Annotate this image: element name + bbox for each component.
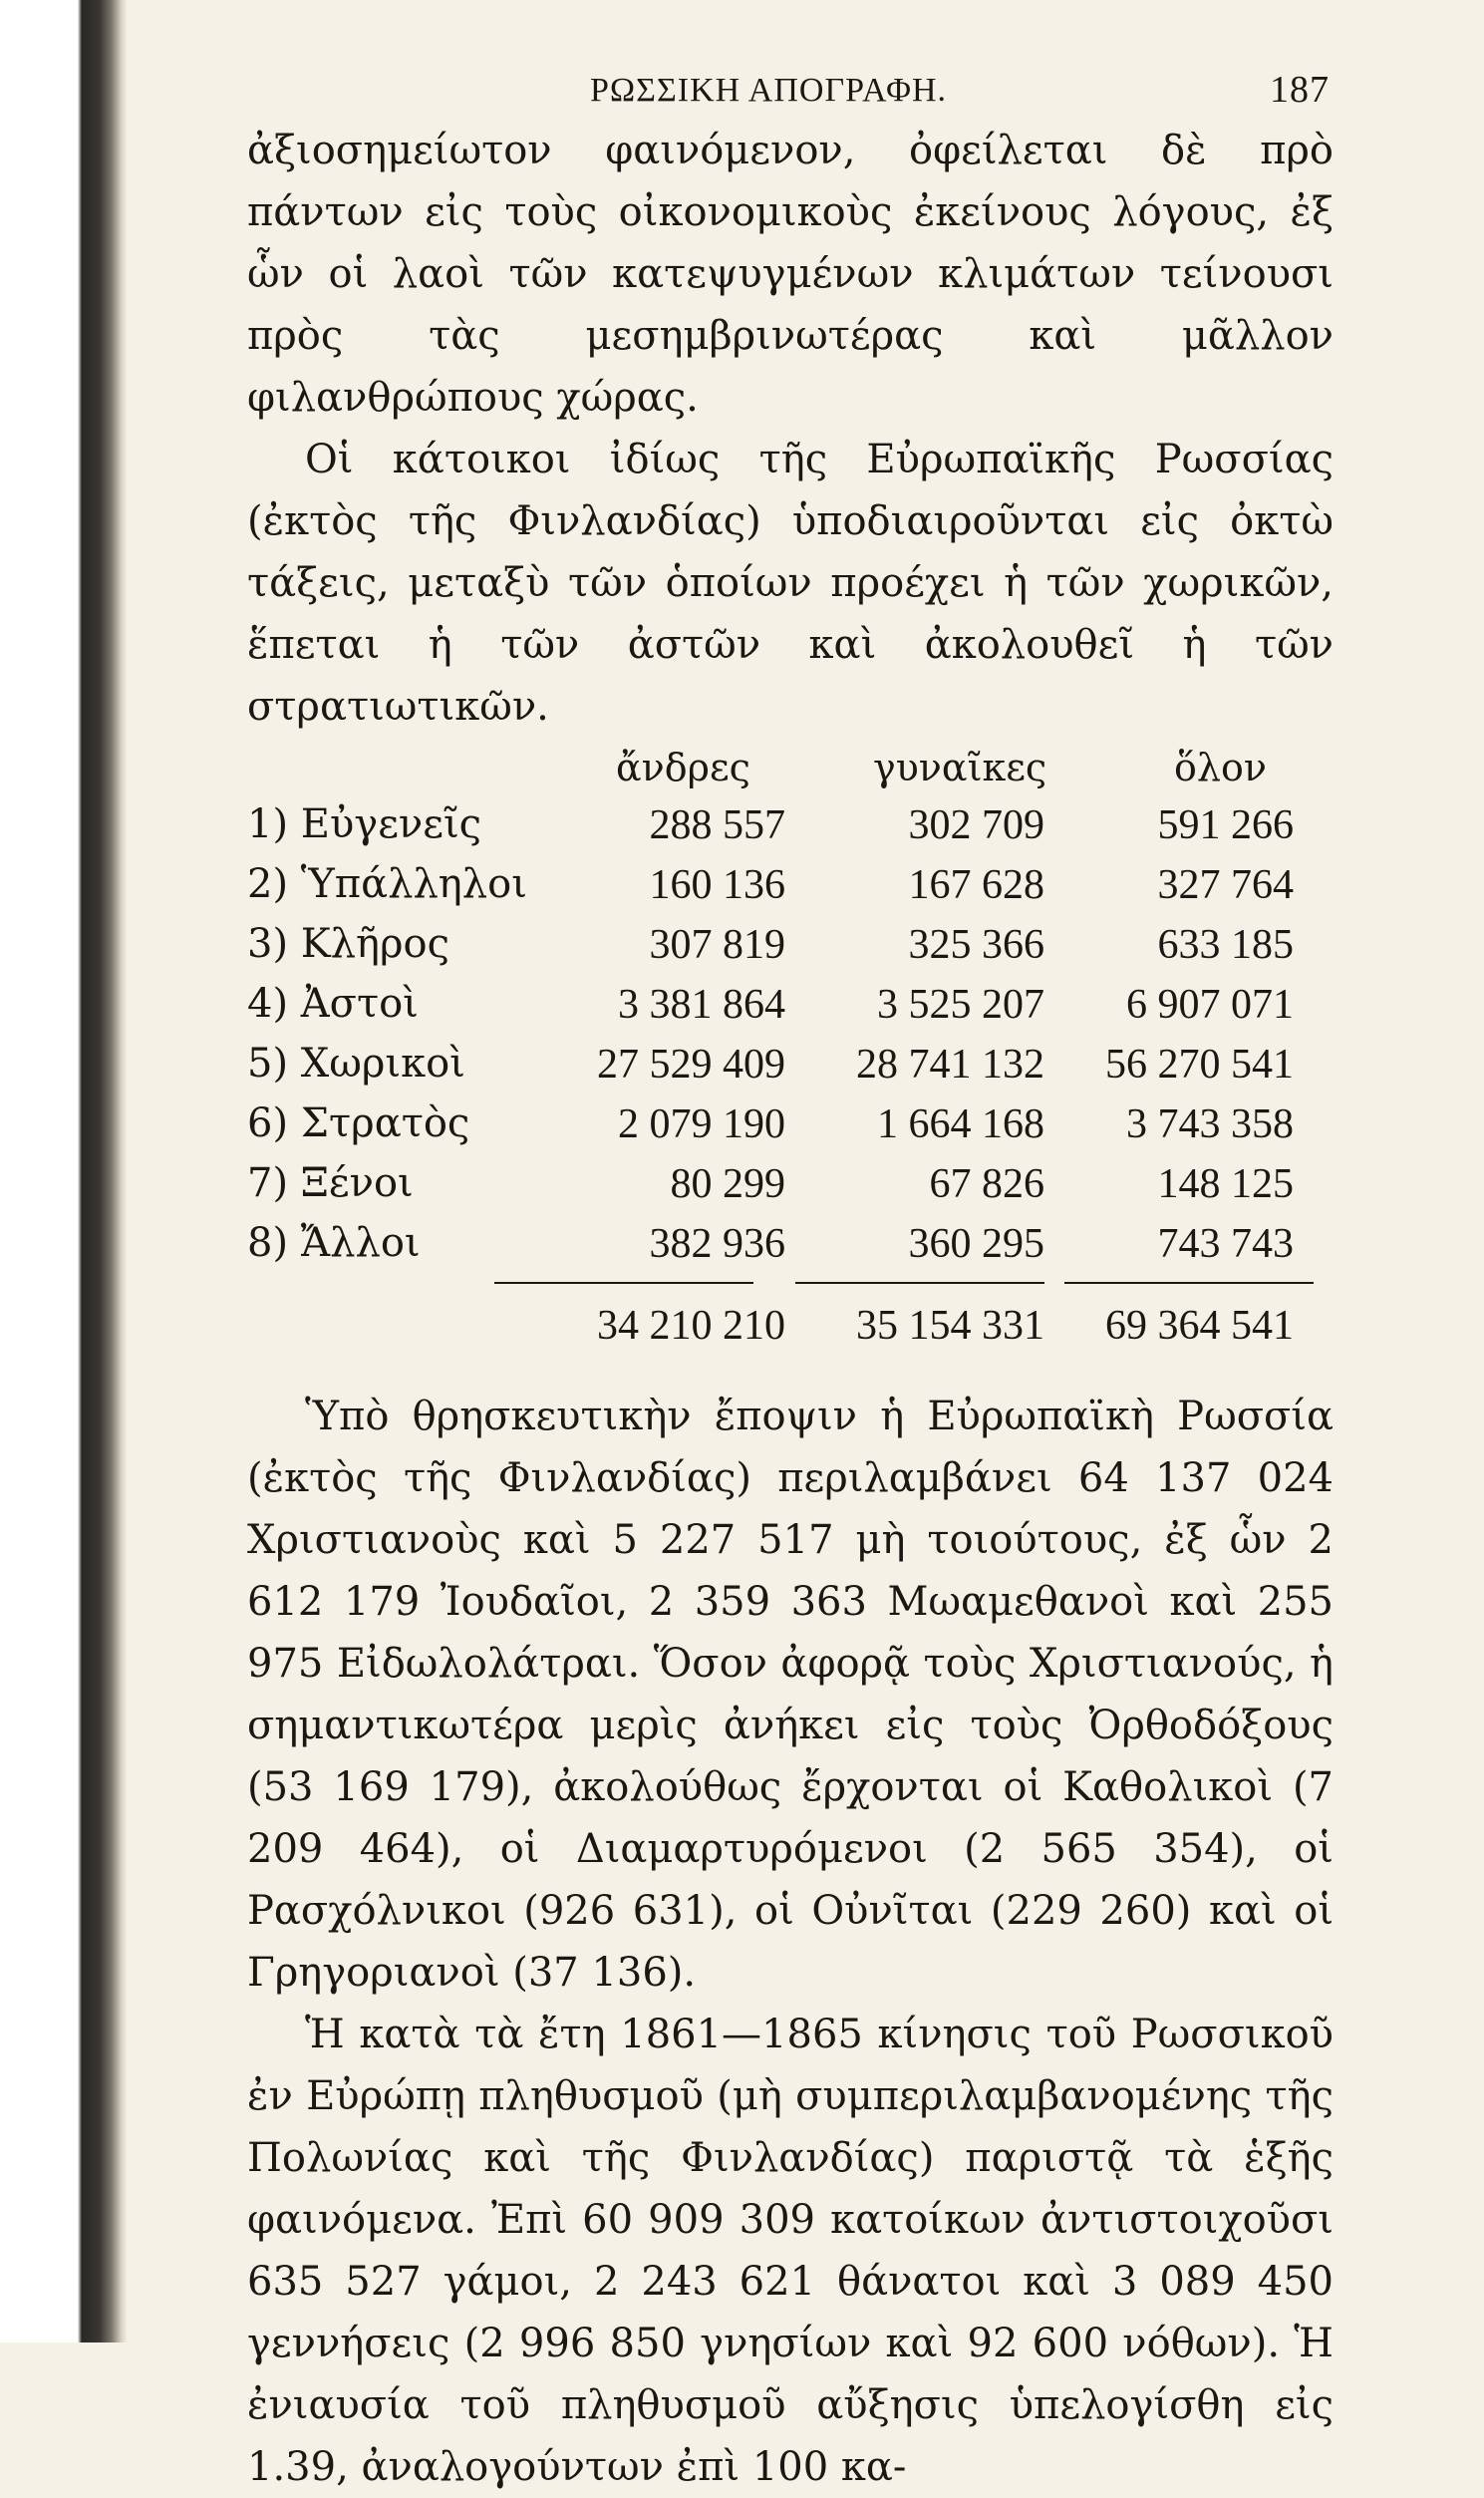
totals-row: [247, 1294, 1334, 1366]
cell-women: 67 826: [929, 1161, 1044, 1207]
cell-men: 160 136: [649, 862, 785, 908]
sum-rule-men: [494, 1282, 753, 1284]
cell-men: 3 381 864: [618, 982, 785, 1028]
paragraph-classes-intro: Οἱ κάτοικοι ἰδίως τῆς Εὐρωπαϊκῆς Ρωσσίας (ἐκτὸς τῆς Φινλανδίας) ὑποδιαιροῦνται εἰς ὀκτὼ τάξεις, μεταξὺ τῶν ὁποίων προέχει ἡ τῶν χωρικῶν, ἕπεται ἡ τῶν ἀστῶν καὶ ἀκολουθεῖ ἡ τῶν στρατιωτικῶν.: [247, 437, 1334, 730]
cell-women: 360 295: [908, 1221, 1044, 1267]
table-row: [247, 797, 1334, 857]
cell-total: 148 125: [1157, 1161, 1294, 1207]
cell-men: 382 936: [649, 1221, 785, 1267]
paragraph-movement: Ἡ κατὰ τὰ ἔτη 1861—1865 κίνησις τοῦ Ρωσσικοῦ ἐν Εὐρώπῃ πληθυσμοῦ (μὴ συμπεριλαμβανομένης τῆς Πολωνίας καὶ τῆς Φινλανδίας) παριστᾷ τὰ ἑξῆς φαινόμενα. Ἐπὶ 60 909 309 κατοίκων ἀντιστοιχοῦσι 635 527 γάμοι, 2 243 621 θάνατοι καὶ 3 089 450 γεννήσεις (2 996 850 γνησίων καὶ 92 600 νόθων). Ἡ ἐνιαυσία τοῦ πληθυσμοῦ αὔξησις ὑπελογίσθη εἰς 1.39, ἀναλογούντων ἐπὶ 100 κα-: [247, 2012, 1334, 2490]
table-row: [247, 1216, 1334, 1276]
cell-total: 633 185: [1157, 922, 1294, 968]
header-women: γυναῖκες: [873, 746, 1047, 789]
table-row: [247, 1156, 1334, 1216]
row-label: 1) Εὐγενεῖς: [247, 801, 482, 847]
cell-total: 6 907 071: [1126, 982, 1294, 1028]
total-men: 34 210 210: [597, 1303, 785, 1349]
row-label: 2) Ὑπάλληλοι: [247, 861, 527, 907]
header-total: ὅλον: [1174, 746, 1267, 789]
cell-total: 743 743: [1157, 1221, 1294, 1267]
cell-women: 3 525 207: [877, 982, 1044, 1028]
cell-women: 302 709: [908, 802, 1044, 848]
row-label: 8) Ἄλλοι: [247, 1220, 421, 1266]
cell-men: 80 299: [670, 1161, 785, 1207]
cell-total: 327 764: [1157, 862, 1294, 908]
table-row: [247, 857, 1334, 917]
population-table: [247, 742, 1334, 1366]
cell-total: 3 743 358: [1126, 1101, 1294, 1147]
row-label: 6) Στρατὸς: [247, 1100, 470, 1146]
total-all: 69 364 541: [1105, 1303, 1294, 1349]
cell-women: 325 366: [908, 922, 1044, 968]
table-row: [247, 1037, 1334, 1096]
table-row: [247, 1096, 1334, 1156]
sum-rule-total: [1064, 1282, 1314, 1284]
running-title: ΡΩΣΣΙΚΗ ΑΠΟΓΡΑΦΗ.: [590, 72, 948, 109]
total-women: 35 154 331: [856, 1303, 1044, 1349]
binding-gutter: [0, 0, 128, 2342]
sum-rules: [247, 1276, 1334, 1294]
cell-men: 2 079 190: [618, 1101, 785, 1147]
paragraph-continuation: ἀξιοσημείωτον φαινόμενον, ὀφείλεται δὲ πρὸ πάντων εἰς τοὺς οἰκονομικοὺς ἐκείνους λόγους, ἐξ ὧν οἱ λαοὶ τῶν κατεψυγμένων κλιμάτων τείνουσι πρὸς τὰς μεσημβρινωτέρας καὶ μᾶλλον φιλανθρώπους χώρας.: [247, 128, 1334, 421]
cell-men: 288 557: [649, 802, 785, 848]
book-page: [247, 60, 1334, 2490]
cell-men: 27 529 409: [597, 1042, 785, 1088]
table-row: [247, 977, 1334, 1037]
page-number: 187: [1270, 69, 1330, 111]
cell-total: 591 266: [1157, 802, 1294, 848]
cell-total: 56 270 541: [1105, 1042, 1294, 1088]
cell-women: 1 664 168: [877, 1101, 1044, 1147]
row-label: 4) Ἀστοὶ: [247, 981, 419, 1027]
cell-women: 167 628: [908, 862, 1044, 908]
header-men: ἄνδρες: [616, 746, 750, 789]
paragraph-religion: Ὑπὸ θρησκευτικὴν ἔποψιν ἡ Εὐρωπαϊκὴ Ρωσσία (ἐκτὸς τῆς Φινλανδίας) περιλαμβάνει 64 137 024 Χριστιανοὺς καὶ 5 227 517 μὴ τοιούτους, ἐξ ὧν 2 612 179 Ἰουδαῖοι, 2 359 363 Μωαμεθανοὶ καὶ 255 975 Εἰδωλολάτραι. Ὅσον ἀφορᾷ τοὺς Χριστιανούς, ἡ σημαντικωτέρα μερὶς ἀνήκει εἰς τοὺς Ὀρθοδόξους (53 169 179), ἀκολούθως ἔρχονται οἱ Καθολικοὶ (7 209 464), οἱ Διαμαρτυρόμενοι (2 565 354), οἱ Ρασχόλνικοι (926 631), οἱ Οὐνῖται (229 260) καὶ οἱ Γρηγοριανοὶ (37 136).: [247, 1394, 1334, 1996]
sum-rule-women: [795, 1282, 1044, 1284]
row-label: 5) Χωρικοὶ: [247, 1041, 465, 1087]
cell-men: 307 819: [649, 922, 785, 968]
row-label: 3) Κλῆρος: [247, 921, 449, 967]
cell-women: 28 741 132: [856, 1042, 1044, 1088]
table-header: [247, 742, 1334, 797]
row-label: 7) Ξένοι: [247, 1160, 414, 1206]
table-row: [247, 917, 1334, 977]
running-header: [247, 60, 1334, 120]
